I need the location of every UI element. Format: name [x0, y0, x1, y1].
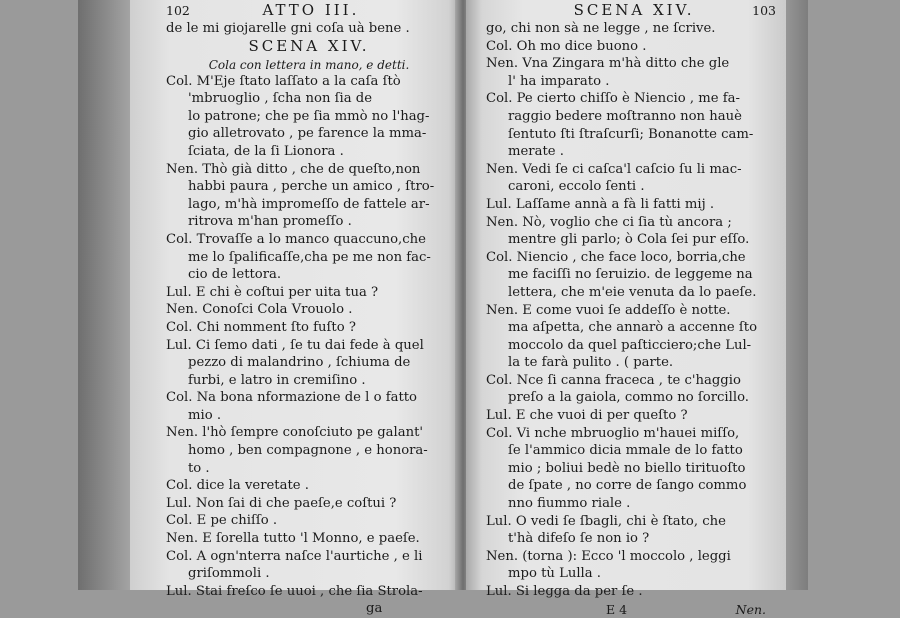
left-page-text [166, 2, 452, 618]
text-line: Col. Pe cierto chiſſo è Niencio , me fa- [486, 91, 740, 107]
text-line: Nen. l'hò ſempre conoſciuto pe galant' [166, 425, 424, 441]
text-line: ſe l'ammico dicia mmale de lo fatto [508, 443, 743, 459]
text-line: l' ha imparato . [508, 73, 610, 89]
text-line: go, chi non sà ne legge , ne ſcrive. [486, 21, 716, 36]
page-footer [486, 601, 776, 618]
text-line: Nen. Nò, voglio che ci ſia tù ancora ; [486, 214, 732, 230]
left-running-title: ATTO III. [262, 1, 360, 19]
right-running-title: SCENA XIV. [573, 1, 695, 19]
text-line: furbi, e latro in cremiſino . [188, 372, 366, 388]
text-line: lago, m'hà impromeſſo de fattele ar- [188, 196, 430, 212]
left-page [130, 0, 462, 617]
text-line: Lul. Stai freſco ſe uuoi , che ſia Strola- [166, 583, 423, 599]
catchword: Nen. [735, 601, 766, 617]
text-line: Col. dice la veretate . [166, 478, 309, 494]
text-line: Col. E pe chiſſo . [166, 513, 278, 529]
text-line: Col. M'Eje ſtato laſſato a la caſa ſtò [166, 73, 401, 89]
text-line: 'mbruoglio , ſcha non ſia de [188, 91, 373, 107]
text-line: ſciata, de la ſi Lionora . [188, 143, 344, 159]
left-body [166, 73, 452, 618]
text-line: to . [188, 460, 210, 476]
text-line: Nen. (torna ): Ecco 'l moccolo , leggi [486, 548, 731, 564]
text-line: ga [366, 601, 383, 617]
text-line: merate . [508, 144, 564, 160]
text-line: Lul. Ci ſemo dati , ſe tu dai fede à quel [166, 337, 424, 353]
text-line: t'hà difeſo ſe non io ? [508, 531, 650, 547]
text-line: ma aſpetta, che annarò a accenne ſto [508, 320, 758, 336]
text-line: Nen. Vedi ſe ci caſca'l caſcio ſu li mac- [486, 161, 742, 177]
text-line: me lo ſpalificaſſe,cha pe me non fac- [188, 249, 431, 265]
text-line: Col. Nce ſi canna fraceca , te c'haggio [486, 372, 741, 388]
text-line: mpo tù Lulla . [508, 566, 601, 582]
text-line: nno fiummo riale . [508, 496, 631, 512]
scene-title: SCENA XIV. [248, 36, 370, 55]
text-line: Lul. E che vuoi di per queſto ? [486, 408, 688, 424]
text-line: Lul. Si legga da per ſe . [486, 584, 643, 599]
text-line: mio ; boliui bedè no biello tirituoſto [508, 460, 746, 476]
text-line: moccolo da quel paſticciero;che Lul- [508, 337, 752, 353]
text-line: la te farà pulito . ( parte. [508, 355, 674, 371]
text-line: Col. Trovaſſe a lo manco quaccuno,che [166, 231, 426, 247]
left-page-number: 102 [166, 3, 190, 18]
text-line: preſo a la gaiola, commo no ſorcillo. [508, 390, 749, 406]
text-line: ritrova m'han promeſſo . [188, 214, 352, 230]
text-line: griſommoli . [188, 566, 270, 582]
text-line: Col. Niencio , che face loco, borria,che [486, 249, 746, 265]
text-line: mio . [188, 407, 222, 423]
right-body [486, 20, 776, 601]
text-line: Nen. Vna Zingara m'hà ditto che gle [486, 56, 730, 72]
text-line: Nen. Conoſci Cola Vrouolo . [166, 302, 353, 318]
text-line: habbi paura , perche un amico , ſtro- [188, 179, 435, 195]
text-line: homo , ben compagnone , e honora- [188, 443, 428, 459]
text-line: pezzo di malandrino , ſchiuma de [188, 355, 411, 371]
text-line: mentre gli parlo; ò Cola ſei pur eſſo. [508, 232, 750, 248]
text-line: cio de lettora. [188, 267, 282, 283]
text-line: Lul. E chi è coſtui per uita tua ? [166, 284, 379, 300]
right-page-number: 103 [752, 3, 776, 18]
text-line: Nen. E ſorella tutto 'l Monno, e paeſe. [166, 531, 420, 547]
right-page-text [486, 2, 776, 618]
left-running-head [166, 2, 452, 20]
text-line: me faciſſi no ſeruizio. de leggeme na [508, 267, 753, 283]
text-line: Col. Na bona nformazione de l o fatto [166, 390, 417, 406]
text-line: lettera, che m'eie venuta da lo paeſe. [508, 284, 757, 300]
text-line: Col. Vi nche mbruoglio m'hauei miſſo, [486, 425, 740, 441]
stage-direction: Cola con lettera in mano, e detti. [208, 57, 410, 72]
text-line: Col. Oh mo dice buono . [486, 38, 647, 54]
right-page [466, 0, 786, 617]
text-line: de ſpate , no corre de ſango commo [508, 478, 747, 494]
signature-mark: E 4 [606, 601, 628, 617]
text-line: Nen. E come vuoi ſe addeſſo è notte. [486, 302, 731, 318]
text-line: gio alletrovato , pe farence la mma- [188, 126, 427, 142]
text-line: Lul. O vedi ſe ſbagli, chi è ſtato, che [486, 513, 726, 529]
left-first-line: de le mi giojarelle gni coſa uà bene . [166, 21, 410, 36]
text-line: raggio bedere moſtranno non hauè [508, 108, 742, 124]
text-line: Col. A ogn'nterra naſce l'aurtiche , e li [166, 548, 423, 564]
text-line: Lul. Laſſame annà a fà li fatti mij . [486, 196, 715, 212]
text-line: lo patrone; che pe ſia mmò no l'hag- [188, 108, 430, 124]
text-line: Col. Chi nomment ſto fuſto ? [166, 319, 356, 335]
text-line: Lul. Non ſai di che paeſe,e coſtui ? [166, 495, 397, 511]
text-line: ſentuto ſti ſtraſcurſi; Bonanotte cam- [508, 126, 754, 142]
text-line: Nen. Thò già ditto , che de queſto,non [166, 161, 421, 177]
right-running-head [486, 2, 776, 20]
text-line: caroni, eccolo ſenti . [508, 179, 645, 195]
